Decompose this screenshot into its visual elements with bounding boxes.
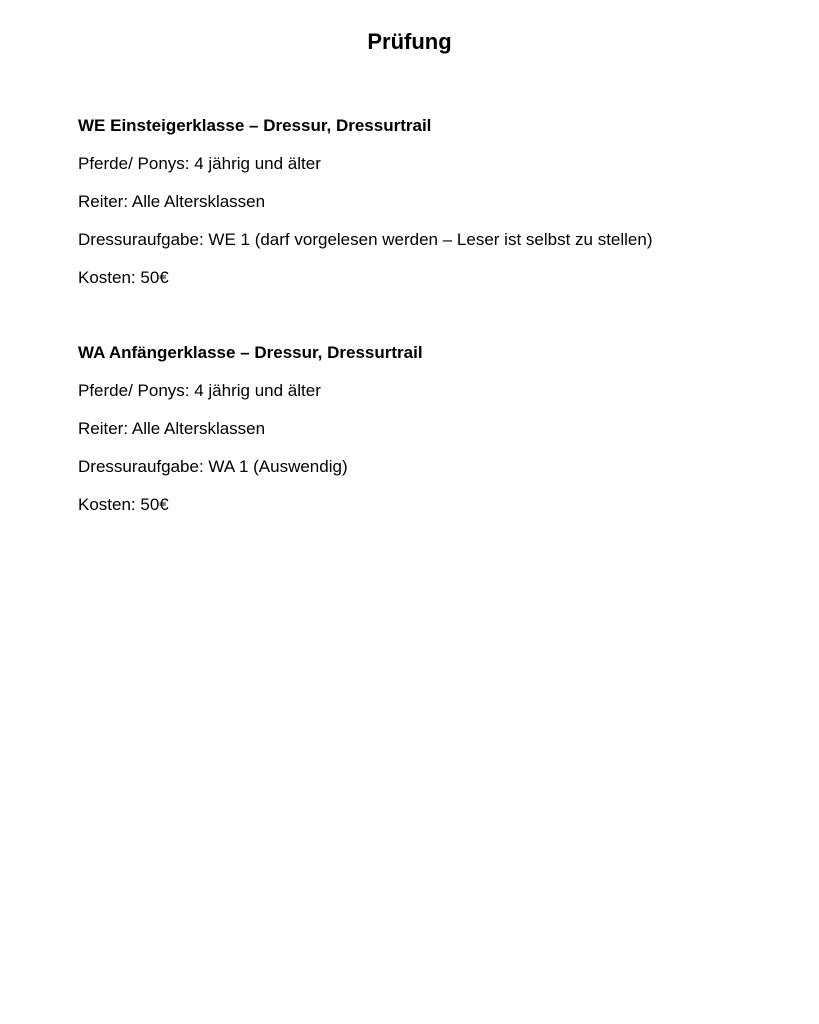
rider-requirement: Reiter: Alle Altersklassen (78, 192, 266, 211)
page-title: Prüfung (367, 29, 452, 54)
section-heading: WE Einsteigerklasse – Dressur, Dressurtrail (78, 116, 432, 135)
horses-requirement: Pferde/ Ponys: 4 jährig und älter (78, 381, 321, 400)
dressage-task: Dressuraufgabe: WA 1 (Auswendig) (78, 457, 348, 476)
cost: Kosten: 50€ (78, 268, 169, 287)
dressage-task: Dressuraufgabe: WE 1 (darf vorgelesen werden – Leser ist selbst zu stellen) (78, 230, 653, 249)
cost: Kosten: 50€ (78, 495, 169, 514)
horses-requirement: Pferde/ Ponys: 4 jährig und älter (78, 154, 321, 173)
section-wa-anfaengerklasse (78, 341, 778, 531)
section-we-einsteigerklasse (78, 114, 778, 304)
section-heading: WA Anfängerklasse – Dressur, Dressurtrail (78, 343, 423, 362)
rider-requirement: Reiter: Alle Altersklassen (78, 419, 266, 438)
